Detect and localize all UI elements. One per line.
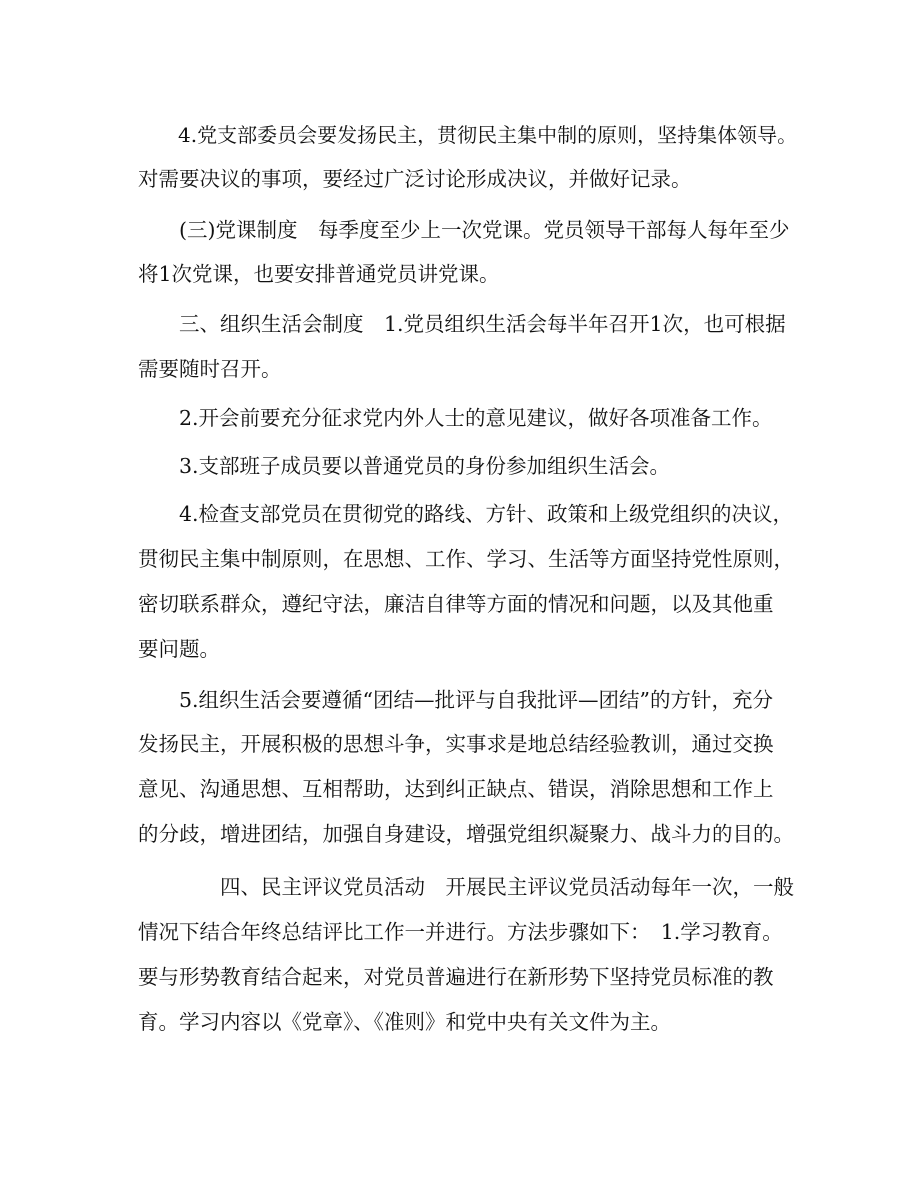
text-line: 4.检查支部党员在贯彻党的路线、方针、政策和上级党组织的决议， [138, 502, 794, 526]
text-line: 三、组织生活会制度 1.党员组织生活会每半年召开1次，也可根据 [138, 312, 786, 336]
text-line: 情况下结合年终总结评比工作一并进行。方法步骤如下： 1.学习教育。 [138, 920, 783, 944]
text-line: 意见、沟通思想、互相帮助，达到纠正缺点、错误，消除思想和工作上 [138, 777, 774, 801]
text-line: 四、民主评议党员活动 开展民主评议党员活动每年一次，一般 [138, 875, 794, 899]
text-line: 2.开会前要充分征求党内外人士的意见建议，做好各项准备工作。 [138, 406, 773, 430]
text-line: 要与形势教育结合起来，对党员普遍进行在新形势下坚持党员标准的教 [138, 965, 774, 989]
text-line: 要问题。 [138, 637, 220, 661]
text-line: 3.支部班子成员要以普通党员的身份参加组织生活会。 [138, 454, 671, 478]
text-line: 4.党支部委员会要发扬民主，贯彻民主集中制的原则，坚持集体领导。 [138, 123, 798, 147]
text-line: 5.组织生活会要遵循“团结—批评与自我批评—团结”的方针，充分 [138, 688, 774, 712]
text-line: 的分歧，增进团结，加强自身建设，增强党组织凝聚力、战斗力的目的。 [138, 822, 794, 846]
text-line: 贯彻民主集中制原则，在思想、工作、学习、生活等方面坚持党性原则， [138, 547, 794, 571]
text-line: 密切联系群众，遵纪守法，廉洁自律等方面的情况和问题，以及其他重 [138, 592, 774, 616]
text-line: 育。学习内容以《党章》、《准则》和党中央有关文件为主。 [138, 1010, 671, 1034]
text-line: 将1次党课，也要安排普通党员讲党课。 [138, 262, 500, 286]
text-line: 发扬民主，开展积极的思想斗争，实事求是地总结经验教训，通过交换 [138, 732, 774, 756]
text-line: (三)党课制度 每季度至少上一次党课。党员领导干部每人每年至少 [138, 218, 790, 242]
text-line: 需要随时召开。 [138, 357, 282, 381]
text-line: 对需要决议的事项，要经过广泛讨论形成决议，并做好记录。 [138, 167, 692, 191]
